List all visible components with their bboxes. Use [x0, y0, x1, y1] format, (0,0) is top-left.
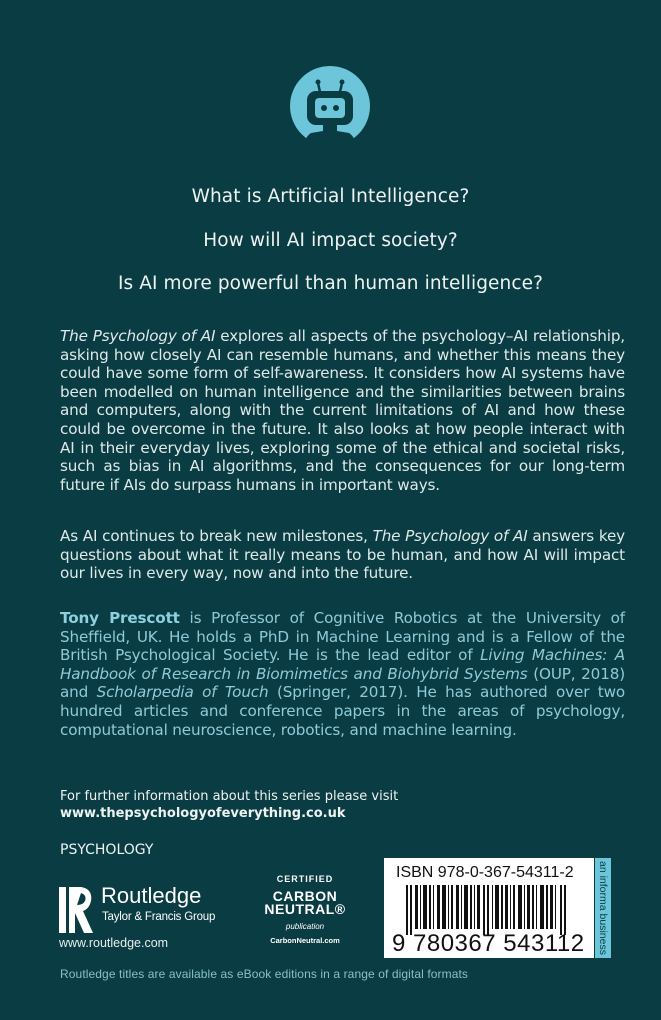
question-3: Is AI more powerful than human intelligence?: [117, 273, 544, 294]
question-1: What is Artificial Intelligence?: [191, 186, 470, 207]
author-name: Tony Prescott: [60, 609, 180, 627]
routledge-r-icon: [59, 885, 97, 935]
book-title: The Psychology of AI: [60, 327, 216, 345]
book-title: The Psychology of AI: [372, 527, 528, 545]
ebook-footer-note: Routledge titles are available as eBook editions in a range of digital formats: [60, 967, 469, 981]
publisher-name: Routledge: [101, 883, 202, 908]
informa-side-label: an informa business: [595, 858, 611, 958]
series-url-link[interactable]: www.thepsychologyofeverything.co.uk: [60, 806, 346, 821]
robot-icon: [289, 65, 371, 147]
publisher-url-link[interactable]: www.routledge.com: [59, 936, 169, 950]
description-paragraph-2: As AI continues to break new milestones, The Psychology of AI answers key questions about what it really means to be human, and how AI will impact our lives in every way, now and into the future.: [60, 527, 625, 583]
series-info: For further information about this series please visit www.thepsychologyofeverything.co.uk: [60, 789, 399, 821]
description-paragraph-1: The Psychology of AI explores all aspects of the psychology–AI relationship, asking how closely AI can resemble humans, and whether this means they could have some form of self-awareness. It considers how AI systems have been modelled on human intelligence and the similarities between brains and computers, along with the current limitations of AI and how these could be overcome in the future. It also looks at how people interact with AI in their everyday lives, exploring some of the ethical and societal risks, such as bias in AI algorithms, and the consequences for our long-term future if AIs do surpass humans in important ways.: [60, 327, 625, 494]
author-bio: Tony Prescott is Professor of Cognitive Robotics at the University of Sheffield, UK. He holds a PhD in Machine Learning and is a Fellow of the British Psychological Society. He is the lead editor of Living Machines: A Handbook of Research in Biomimetics and Biohybrid Systems (OUP, 2018) and Scholarpedia of Touch (Springer, 2017). He has authored over two hundred articles and conference papers in the areas of psychology, computational neuroscience, robotics, and machine learning.: [60, 609, 625, 739]
isbn-label: ISBN 978-0-367-54311-2: [396, 864, 574, 881]
subject-category: PSYCHOLOGY: [60, 842, 154, 858]
carbon-neutral-badge: CERTIFIED CARBON NEUTRAL® publication CarbonNeutral.com: [264, 874, 346, 945]
question-2: How will AI impact society?: [203, 230, 458, 251]
publisher-group: Taylor & Francis Group: [102, 911, 216, 923]
isbn-barcode: [384, 858, 594, 958]
barcode-bars-icon: [406, 885, 566, 935]
isbn-digits: 9 780367 543112: [392, 930, 585, 957]
